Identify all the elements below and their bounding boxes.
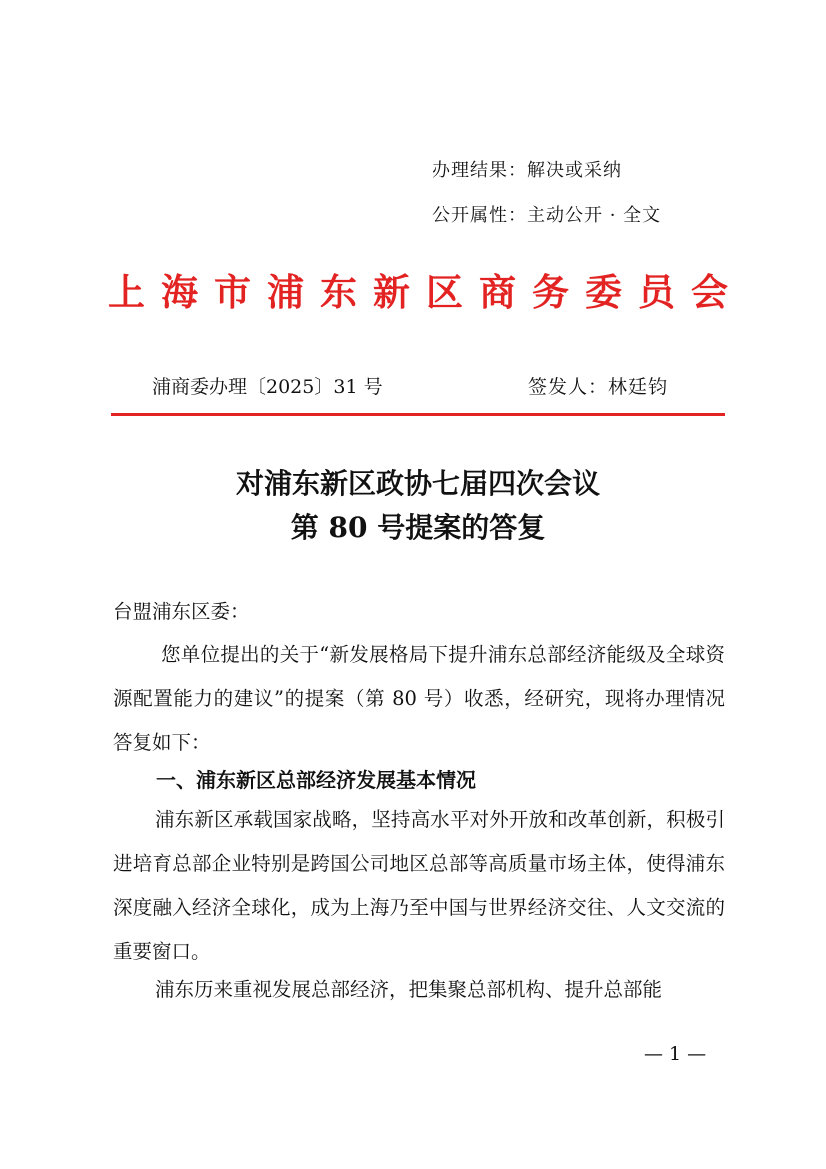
page-number: — 1 — <box>644 1043 707 1065</box>
paragraph-intro: 您单位提出的关于“新发展格局下提升浦东总部经济能级及全球资源配置能力的建议”的提案（第 80 号）收悉，经研究，现将办理情况答复如下： <box>113 643 725 754</box>
org-char: 员 <box>638 271 675 314</box>
paragraph-body: 浦东历来重视发展总部经济，把集聚总部机构、提升总部能 <box>155 978 663 1001</box>
org-char: 新 <box>373 271 410 314</box>
handling-result: 办理结果：解决或采纳 <box>432 160 622 181</box>
org-char: 委 <box>585 271 622 314</box>
salutation: 台盟浦东区委： <box>113 600 250 623</box>
org-char: 浦 <box>267 271 304 314</box>
org-char: 务 <box>532 271 569 314</box>
document-title <box>113 462 723 550</box>
org-char: 会 <box>691 271 728 314</box>
section-heading: 一、浦东新区总部经济发展基本情况 <box>156 768 476 792</box>
org-char: 东 <box>320 271 357 314</box>
organization-title <box>108 262 728 316</box>
title-line-1: 对浦东新区政协七届四次会议 <box>235 467 600 500</box>
org-char: 海 <box>161 271 198 314</box>
org-char: 上 <box>108 271 145 314</box>
red-divider <box>111 413 725 416</box>
org-char: 市 <box>214 271 251 314</box>
org-char: 商 <box>479 271 516 314</box>
signer: 签发人：林廷钧 <box>528 376 669 398</box>
org-char: 区 <box>426 271 463 314</box>
publicity-attribute: 公开属性：主动公开 · 全文 <box>432 205 662 226</box>
paragraph-body: 浦东新区承载国家战略，坚持高水平对外开放和改革创新，积极引进培育总部企业特别是跨国公司地区总部等高质量市场主体，使得浦东深度融入经济全球化，成为上海乃至中国与世界经济交往、人文交流的重要窗口。 <box>113 808 725 963</box>
document-number: 浦商委办理〔2025〕31 号 <box>152 376 383 398</box>
title-line-2: 第 80 号提案的答复 <box>290 511 546 544</box>
